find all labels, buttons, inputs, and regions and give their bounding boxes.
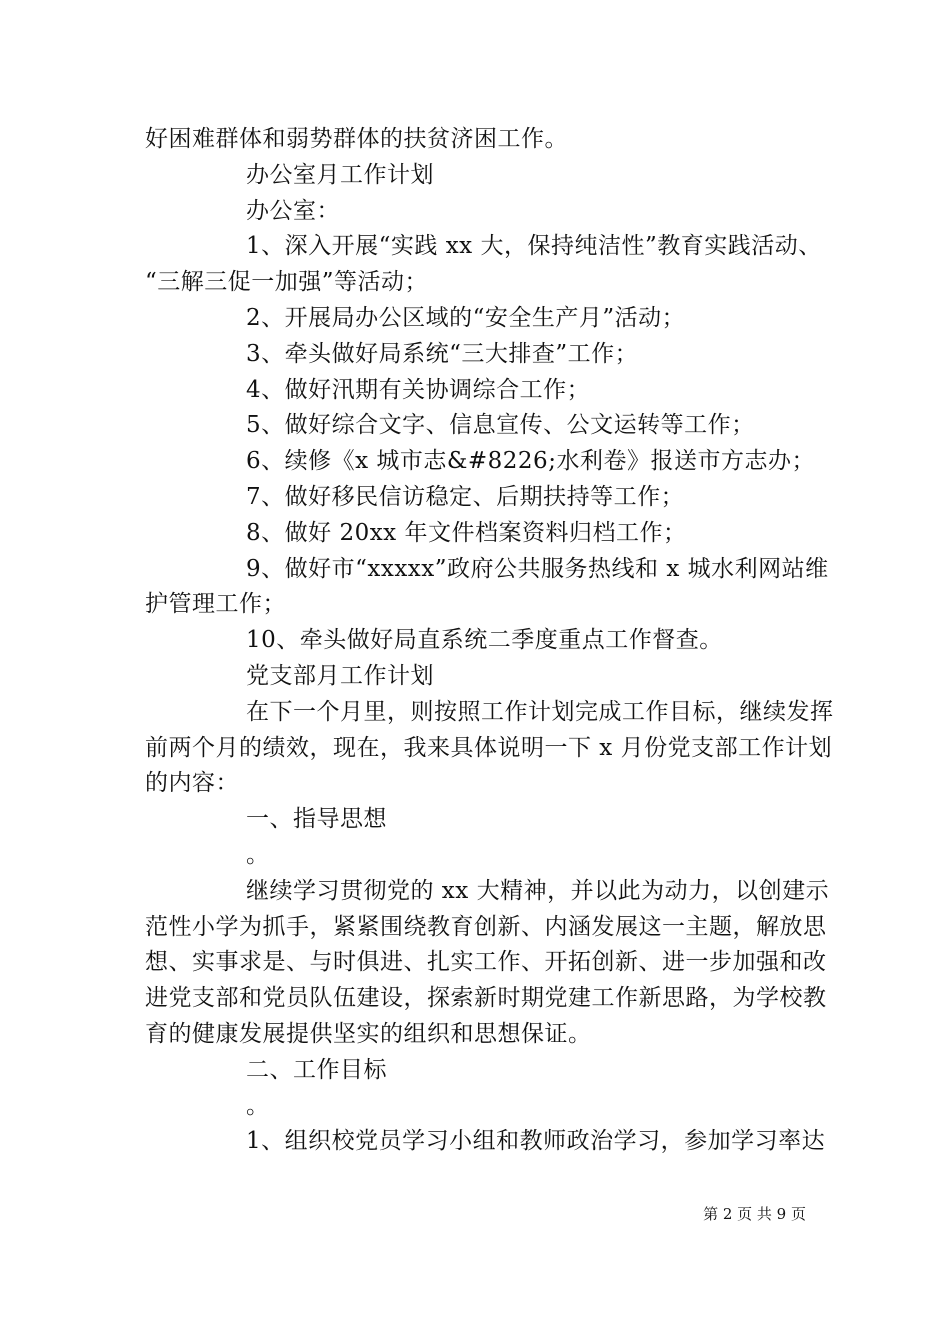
list-item: 3、牵头做好局系统“三大排查”工作；: [246, 341, 639, 367]
list-item: 10、牵头做好局直系统二季度重点工作督查。: [246, 627, 723, 653]
list-item-continuation: “三解三促一加强”等活动；: [145, 269, 429, 295]
punctuation-line: 。: [246, 842, 270, 868]
list-item: 7、做好移民信访稳定、后期扶持等工作；: [246, 484, 685, 510]
body-text-line: 好困难群体和弱势群体的扶贫济困工作。: [145, 126, 568, 152]
body-text-line: 的内容：: [145, 770, 239, 796]
list-item: 1、深入开展“实践 xx 大，保持纯洁性”教育实践活动、: [246, 233, 822, 259]
list-item: 6、续修《x 城市志&#8226;水利卷》报送市方志办；: [246, 448, 815, 474]
list-item: 2、开展局办公区域的“安全生产月”活动；: [246, 305, 686, 331]
body-text-line: 想、实事求是、与时俱进、扎实工作、开拓创新、进一步加强和改: [145, 949, 827, 975]
section-subheading: 办公室：: [246, 198, 340, 224]
subsection-heading: 二、工作目标: [246, 1057, 387, 1083]
punctuation-line: 。: [246, 1093, 270, 1119]
list-item: 9、做好市“xxxxx”政府公共服务热线和 x 城水利网站维: [246, 556, 829, 582]
body-text-line: 范性小学为抓手，紧紧围绕教育创新、内涵发展这一主题，解放思: [145, 914, 827, 940]
list-item-continuation: 护管理工作；: [145, 591, 286, 617]
body-text-line: 继续学习贯彻党的 xx 大精神，并以此为动力，以创建示: [246, 878, 830, 904]
list-item: 5、做好综合文字、信息宣传、公文运转等工作；: [246, 412, 755, 438]
page-number-footer: 第 2 页 共 9 页: [703, 1205, 806, 1223]
list-item: 1、组织校党员学习小组和教师政治学习，参加学习率达: [246, 1128, 826, 1154]
section-heading: 办公室月工作计划: [246, 162, 434, 188]
list-item: 4、做好汛期有关协调综合工作；: [246, 377, 591, 403]
list-item: 8、做好 20xx 年文件档案资料归档工作；: [246, 520, 687, 546]
subsection-heading: 一、指导思想: [246, 806, 387, 832]
body-text-line: 前两个月的绩效，现在，我来具体说明一下 x 月份党支部工作计划: [145, 735, 833, 761]
body-text-line: 育的健康发展提供坚实的组织和思想保证。: [145, 1021, 592, 1047]
section-heading: 党支部月工作计划: [246, 663, 434, 689]
body-text-line: 在下一个月里，则按照工作计划完成工作目标，继续发挥: [246, 699, 834, 725]
body-text-line: 进党支部和党员队伍建设，探索新时期党建工作新思路，为学校教: [145, 985, 827, 1011]
